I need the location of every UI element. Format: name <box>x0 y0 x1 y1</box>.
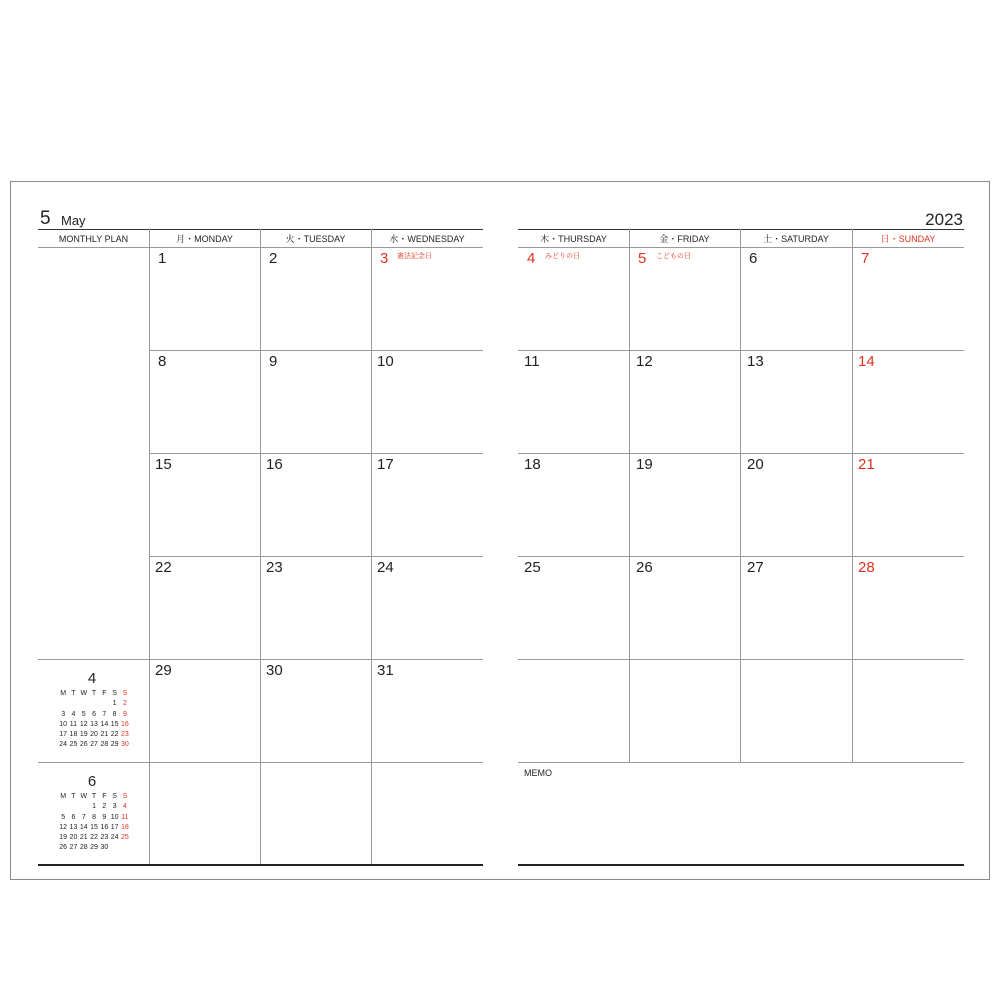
mini-day: 11 <box>121 813 129 821</box>
memo-label: MEMO <box>524 768 552 778</box>
week-rule <box>149 556 483 557</box>
mini-day: 19 <box>59 834 68 842</box>
day-cell-number: 5 <box>638 250 647 267</box>
day-cell-number: 4 <box>527 250 536 267</box>
mini-day: 9 <box>122 710 127 718</box>
mini-day: 24 <box>59 741 68 749</box>
mini-day: 1 <box>112 700 117 708</box>
col-header-wednesday: 水・WEDNESDAY <box>389 234 465 244</box>
mini-day: 21 <box>79 834 88 842</box>
mini-day: 2 <box>102 803 107 811</box>
mini-day: 8 <box>112 710 117 718</box>
week-rule <box>149 350 483 351</box>
week-rule <box>518 350 964 351</box>
mini-weekday-label: T <box>91 690 97 697</box>
mini-day: 16 <box>100 823 109 831</box>
year: 2023 <box>925 210 963 229</box>
left-bottom-rule <box>38 864 483 866</box>
day-cell-number: 20 <box>747 456 764 473</box>
mini-calendar-title: 6 <box>87 773 97 790</box>
mini-day: 22 <box>90 834 98 842</box>
mini-day: 12 <box>59 823 68 831</box>
memo-rule <box>518 762 964 763</box>
mini-day: 28 <box>79 844 88 852</box>
col-header-monthly-plan: MONTHLY PLAN <box>58 234 129 244</box>
mini-day: 5 <box>81 710 86 718</box>
mini-day: 27 <box>69 844 78 852</box>
mini-weekday-label: W <box>80 690 88 697</box>
day-cell-number: 30 <box>266 662 283 679</box>
mini-day <box>79 699 89 709</box>
day-cell-number: 19 <box>636 456 653 473</box>
day-cell-number: 27 <box>747 559 764 576</box>
week-rule <box>38 659 483 660</box>
divider-mon-tue <box>260 229 261 865</box>
day-cell-number: 26 <box>636 559 653 576</box>
mini-day: 20 <box>90 731 98 739</box>
divider-plan-mon <box>149 229 150 865</box>
col-header-sunday: 日・SUNDAY <box>880 234 936 244</box>
mini-day: 30 <box>100 844 109 852</box>
mini-weekday-label: M <box>60 690 67 697</box>
mini-day: 4 <box>71 710 76 718</box>
mini-calendar-title: 4 <box>87 670 97 687</box>
day-cell-number: 14 <box>858 353 875 370</box>
day-cell-number: 28 <box>858 559 875 576</box>
mini-day <box>99 699 109 709</box>
day-cell-number: 6 <box>749 250 758 267</box>
mini-calendar-june <box>58 773 130 854</box>
mini-weekday-label: S <box>122 793 128 800</box>
mini-day: 15 <box>90 823 98 831</box>
mini-day: 13 <box>90 720 98 728</box>
mini-calendar-grid <box>58 689 130 751</box>
mini-weekday-label: F <box>102 793 107 800</box>
divider-sat-sun <box>852 229 853 762</box>
week-rule <box>518 556 964 557</box>
day-cell-number: 13 <box>747 353 764 370</box>
mini-day: 1 <box>92 803 96 811</box>
mini-day: 30 <box>121 741 129 749</box>
mini-weekday-label: T <box>71 793 76 800</box>
col-header-saturday: 土・SATURDAY <box>763 234 829 244</box>
week-rule <box>518 453 964 454</box>
right-header-rule <box>518 247 964 248</box>
day-cell-number: 25 <box>524 559 541 576</box>
day-cell-number: 1 <box>158 250 167 267</box>
mini-day: 6 <box>71 813 76 821</box>
mini-day: 4 <box>122 803 127 811</box>
day-cell-number: 10 <box>377 353 394 370</box>
week-rule <box>518 659 964 660</box>
day-cell-number: 2 <box>269 250 278 267</box>
mini-calendar-april <box>58 670 130 751</box>
right-bottom-rule <box>518 864 964 866</box>
mini-weekday-label: M <box>60 793 67 800</box>
mini-day: 3 <box>112 803 117 811</box>
mini-day: 9 <box>102 813 107 821</box>
mini-day: 17 <box>59 731 68 739</box>
col-header-tuesday: 火・TUESDAY <box>285 234 346 244</box>
day-cell-number: 12 <box>636 353 653 370</box>
day-cell-number: 23 <box>266 559 283 576</box>
mini-day <box>79 802 89 812</box>
month-number: 5 <box>40 208 51 229</box>
mini-day: 28 <box>100 741 109 749</box>
mini-day: 11 <box>69 720 78 728</box>
mini-day: 2 <box>122 700 127 708</box>
mini-day <box>58 802 68 812</box>
mini-day: 14 <box>79 823 88 831</box>
holiday-label: 憲法記念日 <box>397 253 432 260</box>
mini-weekday-label: S <box>112 793 117 800</box>
mini-day: 24 <box>110 834 119 842</box>
divider-fri-sat <box>740 229 741 762</box>
planner-sheet <box>10 181 990 880</box>
mini-day: 20 <box>69 834 78 842</box>
day-cell-number: 31 <box>377 662 394 679</box>
mini-day <box>58 699 68 709</box>
day-cell-number: 3 <box>380 250 389 267</box>
day-cell-number: 29 <box>155 662 172 679</box>
mini-day: 3 <box>61 710 66 718</box>
day-cell-number: 21 <box>858 456 875 473</box>
col-header-friday: 金・FRIDAY <box>659 234 710 244</box>
mini-day: 10 <box>110 813 119 821</box>
mini-weekday-label: T <box>91 793 97 800</box>
day-cell-number: 18 <box>524 456 541 473</box>
mini-day: 29 <box>110 741 119 749</box>
day-cell-number: 11 <box>524 353 540 370</box>
mini-day: 27 <box>90 741 98 749</box>
mini-day: 29 <box>90 844 98 852</box>
holiday-label: みどりの日 <box>545 253 580 260</box>
mini-weekday-label: S <box>122 690 128 697</box>
day-cell-number: 22 <box>155 559 172 576</box>
mini-weekday-label: W <box>80 793 88 800</box>
mini-day: 19 <box>79 731 88 739</box>
mini-day: 18 <box>121 823 129 831</box>
mini-day: 18 <box>69 731 78 739</box>
mini-day <box>68 699 78 709</box>
mini-day: 23 <box>100 834 109 842</box>
mini-day: 25 <box>69 741 78 749</box>
mini-day: 6 <box>92 710 96 718</box>
mini-day: 5 <box>61 813 66 821</box>
mini-day: 7 <box>102 710 107 718</box>
mini-weekday-label: T <box>71 690 76 697</box>
mini-day: 26 <box>59 844 68 852</box>
mini-calendar-grid <box>58 792 130 854</box>
mini-weekday-label: S <box>112 690 117 697</box>
week-rule <box>38 762 483 763</box>
mini-day: 25 <box>121 834 129 842</box>
day-cell-number: 17 <box>377 456 394 473</box>
mini-day: 7 <box>81 813 86 821</box>
col-header-thursday: 木・THURSDAY <box>540 234 607 244</box>
col-header-monday: 月・MONDAY <box>176 234 233 244</box>
week-rule <box>149 453 483 454</box>
divider-thu-fri <box>629 229 630 762</box>
day-cell-number: 24 <box>377 559 394 576</box>
mini-day: 13 <box>69 823 78 831</box>
mini-day: 26 <box>79 741 88 749</box>
right-top-rule <box>518 229 964 230</box>
mini-day: 8 <box>92 813 96 821</box>
mini-day: 22 <box>110 731 119 739</box>
mini-weekday-label: F <box>102 690 107 697</box>
mini-day <box>68 802 78 812</box>
day-cell-number: 15 <box>155 456 172 473</box>
day-cell-number: 8 <box>158 353 167 370</box>
day-cell-number: 9 <box>269 353 278 370</box>
mini-day: 16 <box>121 720 129 728</box>
mini-day <box>89 699 99 709</box>
mini-day: 23 <box>121 731 129 739</box>
mini-day: 15 <box>110 720 119 728</box>
mini-day: 10 <box>59 720 68 728</box>
day-cell-number: 16 <box>266 456 283 473</box>
mini-day: 14 <box>100 720 109 728</box>
mini-day: 21 <box>100 731 109 739</box>
holiday-label: こどもの日 <box>656 253 691 260</box>
mini-day: 12 <box>79 720 88 728</box>
day-cell-number: 7 <box>861 250 870 267</box>
mini-day: 17 <box>110 823 119 831</box>
month-name: May <box>61 213 86 228</box>
divider-tue-wed <box>371 229 372 865</box>
